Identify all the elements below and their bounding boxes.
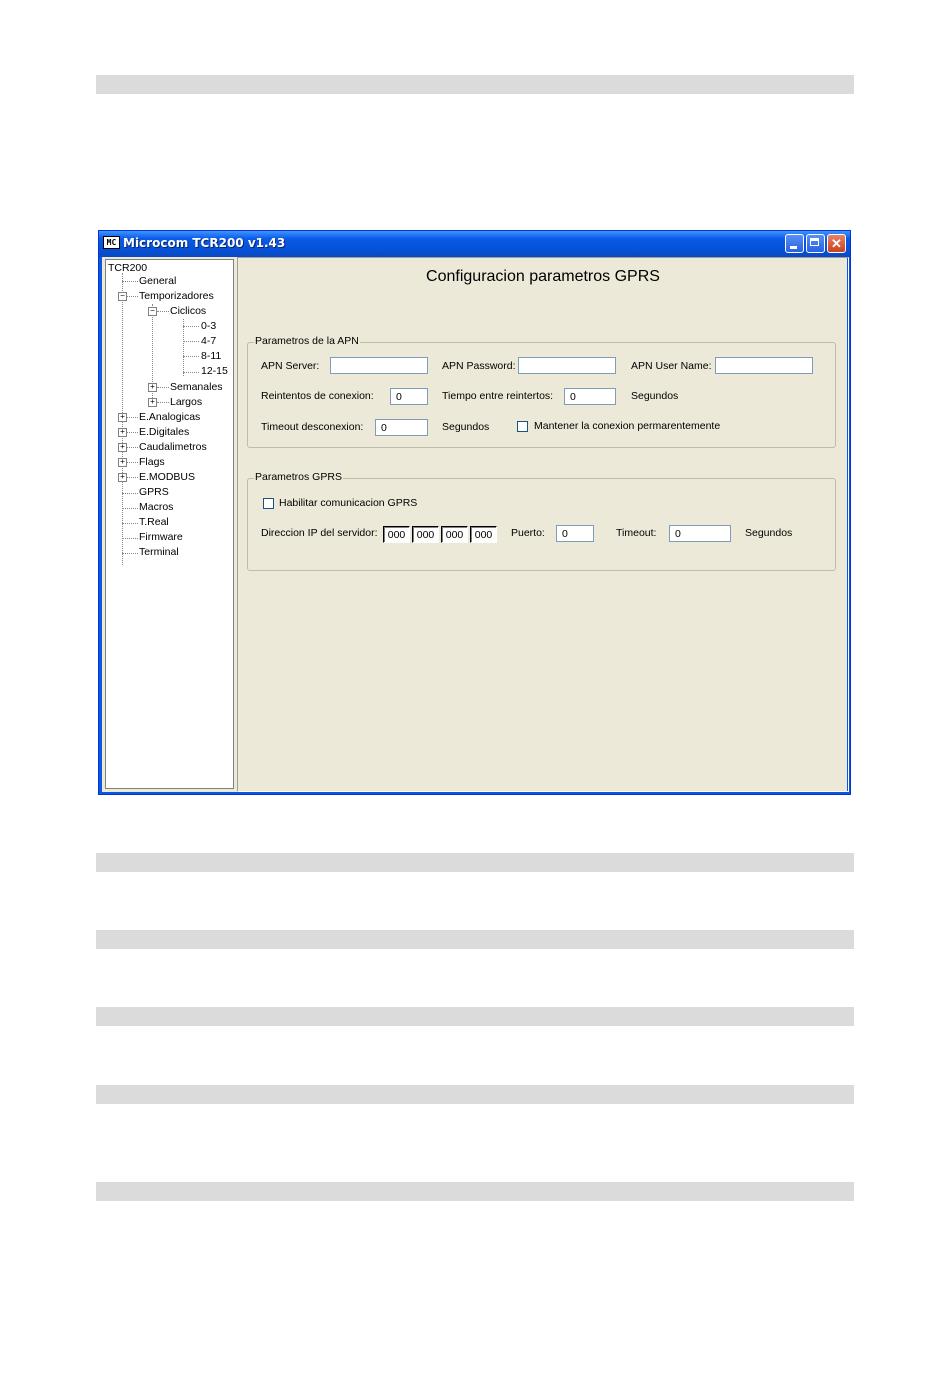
- tree-line: [122, 538, 138, 539]
- gprs-timeout-unit: Segundos: [745, 527, 793, 539]
- tree-item-largos[interactable]: Largos: [170, 396, 203, 408]
- keep-connection-checkbox[interactable]: [517, 421, 528, 432]
- tree-line: [126, 447, 138, 448]
- expand-icon[interactable]: +: [148, 383, 157, 392]
- window-title: Microcom TCR200 v1.43: [123, 236, 286, 250]
- enable-gprs-label[interactable]: Habilitar comunicacion GPRS: [279, 497, 418, 509]
- apn-server-input[interactable]: [330, 357, 428, 374]
- tree-item-ciclicos[interactable]: Ciclicos: [170, 305, 207, 317]
- section-bar: [96, 1007, 854, 1026]
- collapse-icon[interactable]: −: [148, 307, 157, 316]
- tree-item-macros[interactable]: Macros: [139, 501, 174, 513]
- expand-icon[interactable]: +: [118, 473, 127, 482]
- tree-item-modbus[interactable]: E.MODBUS: [139, 471, 196, 483]
- ip-octet-4[interactable]: [470, 526, 497, 543]
- expand-icon[interactable]: +: [148, 398, 157, 407]
- gprs-group-label: Parametros GPRS: [255, 471, 342, 483]
- timeout-disconnect-label: Timeout desconexion:: [261, 421, 364, 433]
- retry-interval-label: Tiempo entre reintertos:: [442, 390, 554, 402]
- section-bar: [96, 930, 854, 949]
- tree-line: [126, 417, 138, 418]
- tree-item-terminal[interactable]: Terminal: [139, 546, 179, 558]
- tree-item-12-15[interactable]: 12-15: [201, 365, 228, 377]
- config-panel: [237, 257, 849, 792]
- tree-line: [122, 281, 138, 282]
- tree-line: [122, 508, 138, 509]
- collapse-icon[interactable]: −: [118, 292, 127, 301]
- tree-line: [126, 477, 138, 478]
- expand-icon[interactable]: +: [118, 443, 127, 452]
- retries-label: Reintentos de conexion:: [261, 390, 374, 402]
- tree-item-0-3[interactable]: 0-3: [201, 320, 217, 332]
- apn-group: [247, 335, 836, 448]
- tree-line: [183, 372, 199, 373]
- ip-octet-2[interactable]: [412, 526, 439, 543]
- tree-line: [183, 341, 199, 342]
- tree-line: [157, 402, 169, 403]
- tree-line: [126, 462, 138, 463]
- expand-icon[interactable]: +: [118, 428, 127, 437]
- tree-item-general[interactable]: General: [139, 275, 177, 287]
- gprs-timeout-label: Timeout:: [616, 527, 657, 539]
- tree-line: [183, 319, 184, 376]
- gprs-group: [247, 471, 836, 571]
- enable-gprs-checkbox[interactable]: [263, 498, 274, 509]
- port-input[interactable]: [556, 525, 594, 542]
- section-bar: [96, 1182, 854, 1201]
- title-bar[interactable]: [99, 231, 850, 257]
- retries-input[interactable]: [390, 388, 428, 405]
- expand-icon[interactable]: +: [118, 413, 127, 422]
- apn-password-input[interactable]: [518, 357, 616, 374]
- tree-item-firmware[interactable]: Firmware: [139, 531, 183, 543]
- gprs-timeout-input[interactable]: [669, 525, 731, 542]
- section-bar: [96, 1085, 854, 1104]
- navigation-tree[interactable]: [105, 259, 234, 789]
- apn-username-input[interactable]: [715, 357, 813, 374]
- keep-connection-label[interactable]: Mantener la conexion permarentemente: [534, 420, 721, 432]
- ip-octet-1[interactable]: [383, 526, 410, 543]
- timeout-disconnect-unit: Segundos: [442, 421, 490, 433]
- tree-item-treal[interactable]: T.Real: [139, 516, 169, 528]
- tree-line: [183, 326, 199, 327]
- tree-item-gprs[interactable]: GPRS: [139, 486, 169, 498]
- retry-interval-unit: Segundos: [631, 390, 679, 402]
- tree-item-tcr200[interactable]: TCR200: [108, 262, 148, 274]
- expand-icon[interactable]: +: [118, 458, 127, 467]
- page-title: Configuracion parametros GPRS: [426, 268, 660, 285]
- header-bar: [96, 75, 854, 94]
- apn-group-label: Parametros de la APN: [255, 335, 359, 347]
- tree-line: [126, 296, 138, 297]
- ip-octet-3[interactable]: [441, 526, 468, 543]
- tree-line: [126, 432, 138, 433]
- apn-username-label: APN User Name:: [631, 360, 712, 372]
- minimize-icon: [786, 235, 803, 252]
- timeout-disconnect-input[interactable]: [375, 419, 428, 436]
- tree-line: [157, 387, 169, 388]
- app-window: [98, 230, 851, 795]
- apn-password-label: APN Password:: [442, 360, 516, 372]
- close-button[interactable]: [827, 234, 846, 253]
- tree-line: [122, 553, 138, 554]
- maximize-icon: [807, 235, 824, 252]
- app-icon: MC: [103, 236, 120, 249]
- tree-line: [122, 523, 138, 524]
- tree-item-flags[interactable]: Flags: [139, 456, 165, 468]
- client-area: [102, 257, 847, 792]
- apn-server-label: APN Server:: [261, 360, 320, 372]
- tree-item-8-11[interactable]: 8-11: [201, 350, 222, 362]
- retry-interval-input[interactable]: [564, 388, 616, 405]
- server-ip-label: Direccion IP del servidor:: [261, 527, 378, 539]
- port-label: Puerto:: [511, 527, 545, 539]
- tree-item-4-7[interactable]: 4-7: [201, 335, 217, 347]
- tree-item-semanales[interactable]: Semanales: [170, 381, 223, 393]
- tree-line: [183, 356, 199, 357]
- tree-line: [157, 311, 169, 312]
- close-icon: ✕: [831, 236, 842, 251]
- tree-item-temporizadores[interactable]: Temporizadores: [139, 290, 214, 302]
- tree-item-analogicas[interactable]: E.Analogicas: [139, 411, 201, 423]
- tree-item-digitales[interactable]: E.Digitales: [139, 426, 190, 438]
- section-bar: [96, 853, 854, 872]
- maximize-button[interactable]: [806, 234, 825, 253]
- minimize-button[interactable]: [785, 234, 804, 253]
- tree-item-caudalimetros[interactable]: Caudalimetros: [139, 441, 207, 453]
- tree-line: [122, 493, 138, 494]
